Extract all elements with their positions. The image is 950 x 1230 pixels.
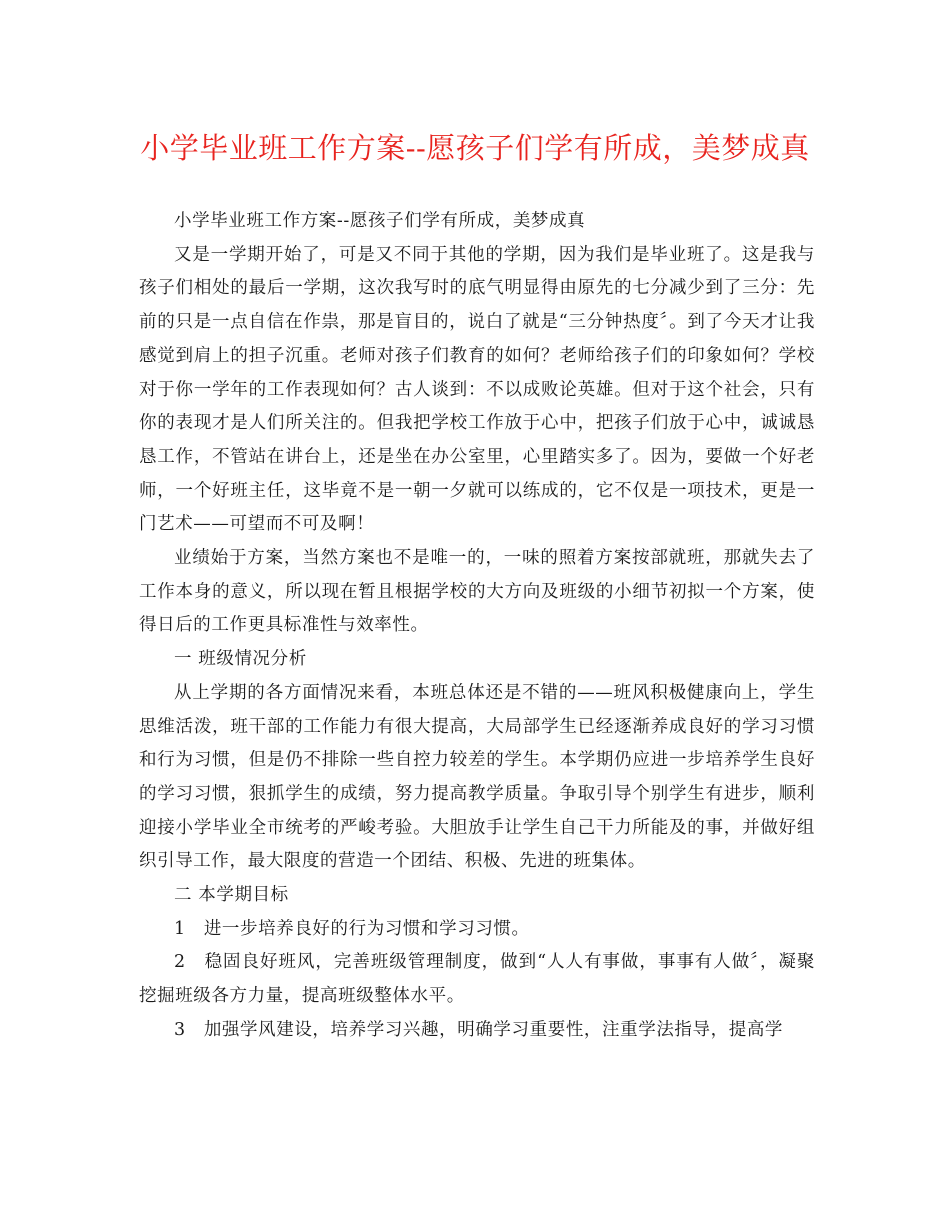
document-body: [139, 205, 815, 1048]
section-heading-class-analysis: 一 班级情况分析: [174, 649, 307, 670]
document-title: 小学毕业班工作方案--愿孩子们学有所成，美梦成真: [140, 131, 810, 165]
section-heading-semester-goals: 二 本学期目标: [174, 885, 289, 906]
paragraph-plan: 业绩始于方案，当然方案也不是唯一的，一味的照着方案按部就班，那就失去了工作本身的意义，所以现在暂且根据学校的大方向及班级的小细节初拟一个方案，使得日后的工作更具标准性与效率性。: [139, 548, 815, 636]
goal-item-2: 2 稳固良好班风，完善班级管理制度，做到“人人有事做，事事有人做〞，凝聚挖掘班级各方力量，提高班级整体水平。: [139, 952, 815, 1007]
paragraph-class-analysis: 从上学期的各方面情况来看，本班总体还是不错的——班风积极健康向上，学生思维活泼，班干部的工作能力有很大提高，大局部学生已经逐渐养成良好的学习习惯和行为习惯，但是仍不排除一些自控力较差的学生。本学期仍应进一步培养学生良好的学习习惯，狠抓学生的成绩，努力提高教学质量。争取引导个别学生有进步，顺利迎接小学毕业全市统考的严峻考验。大胆放手让学生自己干力所能及的事，并做好组织引导工作，最大限度的营造一个团结、积极、先进的班集体。: [139, 682, 815, 872]
goal-item-1: 1 进一步培养良好的行为习惯和学习习惯。: [174, 918, 530, 939]
goal-item-3: 3 加强学风建设，培养学习兴趣，明确学习重要性，注重学法指导，提高学: [174, 1019, 784, 1040]
paragraph-intro: 又是一学期开始了，可是又不同于其他的学期，因为我们是毕业班了。这是我与孩子们相处的最后一学期，这次我写时的底气明显得由原先的七分减少到了三分：先前的只是一点自信在作祟，那是盲目的，说白了就是“三分钟热度〞。到了今天才让我感觉到肩上的担子沉重。老师对孩子们教育的如何？老师给孩子们的印象如何？学校对于你一学年的工作表现如何？古人谈到：不以成败论英雄。但对于这个社会，只有你的表现才是人们所关注的。但我把学校工作放于心中，把孩子们放于心中，诚诚恳恳工作，不管站在讲台上，还是坐在办公室里，心里踏实多了。因为，要做一个好老师，一个好班主任，这毕竟不是一朝一夕就可以练成的，它不仅是一项技术，更是一门艺术——可望而不可及啊！: [139, 244, 815, 535]
paragraph-subtitle: 小学毕业班工作方案--愿孩子们学有所成，美梦成真: [174, 211, 586, 231]
